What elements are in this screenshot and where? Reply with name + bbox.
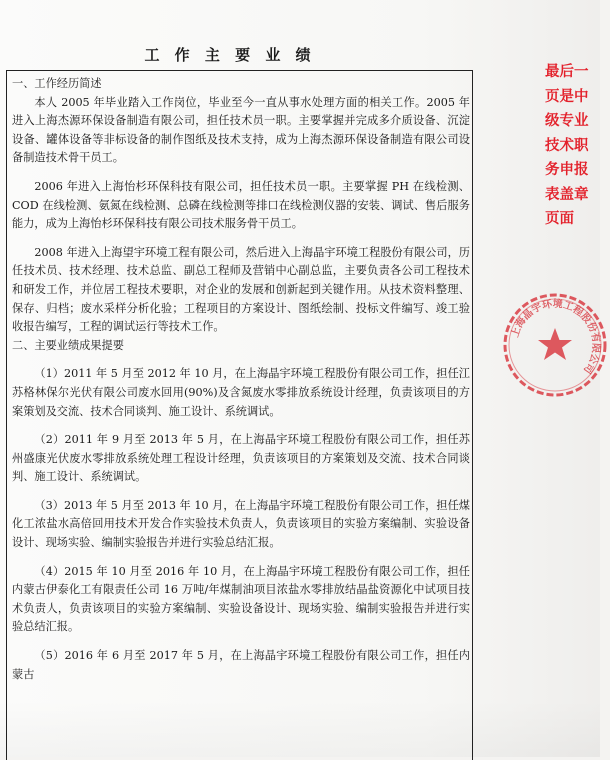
annotation-line: 最后一: [545, 64, 589, 80]
page-shadow: [0, 700, 600, 757]
company-seal-icon: [500, 290, 610, 400]
svg-text:上海晶宇环境工程股份有限公司: 上海晶宇环境工程股份有限公司: [509, 298, 602, 376]
page-title: 工 作 主 要 业 绩: [144, 46, 316, 64]
content-body: [12, 75, 470, 684]
annotation-line: 级专业: [545, 113, 589, 129]
achievement-item: （5）2016 年 6 月至 2017 年 5 月，在上海晶宇环境工程股份有限公司工作，担任内蒙古: [12, 649, 470, 681]
section-heading-achievements: 二、主要业绩成果提要: [12, 338, 124, 352]
achievement-item: （4）2015 年 10 月至 2016 年 10 月，在上海晶宇环境工程股份有限公司工作，担任内蒙古伊泰化工有限责任公司 16 万吨/年煤制油项目浓盐水零排放结晶盐资源化中试项目技术负责人，负责该项目的实验方案编制、实验设备设计、现场实验、编制实验报告并进行实验总结汇报。: [12, 564, 470, 634]
experience-paragraph: 2008 年进入上海望宇环境工程有限公司，然后进入上海晶宇环境工程股份有限公司，历任技术员、技术经理、技术总监、副总工程师及营销中心副总监，主要负责各公司工程技术和研发工作，并位居工程技术要职，对企业的发展和创新起到关键作用。从技术资料整理、保存、归档；废水采样分析化验；工程项目的方案设计、图纸绘制、投标文件编写、竣工验收报告编写，工程的调试运行等技术工作。: [12, 245, 470, 334]
annotation-line: 技术职: [545, 137, 589, 154]
achievement-item: （1）2011 年 5 月至 2012 年 10 月，在上海晶宇环境工程股份有限公司工作，担任江苏格林保尔光伏有限公司废水回用(90%)及含氮废水零排放系统设计经理，负责该项目的方案策划及交流、技术合同谈判、施工设计、系统调试。: [12, 367, 470, 418]
red-annotation-note: [545, 60, 601, 232]
experience-paragraph: 本人 2005 年毕业踏入工作岗位，毕业至今一直从事水处理方面的相关工作。2005 年进入上海杰源环保设备制造有限公司，担任技术员一职。主要掌握并完成多介质设备、沉淀设备、罐体设备等非标设备的制作图纸及技术支持，成为上海杰源环保设备制造有限公司设备制造技术骨干员工。: [12, 95, 470, 165]
achievement-item: （2）2011 年 9 月至 2013 年 5 月，在上海晶宇环境工程股份有限公司工作，担任苏州盛康光伏废水零排放系统处理工程设计经理，负责该项目的方案策划及交流、技术合同谈判、施工设计、系统调试。: [12, 433, 470, 484]
annotation-line: 表盖章: [545, 186, 589, 203]
achievement-item: （3）2013 年 5 月至 2013 年 10 月，在上海晶宇环境工程股份有限公司工作，担任煤化工浓盐水高倍回用技术开发合作实验技术负责人，负责该项目的实验方案编制、实验设备设计、现场实验、编制实验报告并进行实验总结汇报。: [12, 498, 470, 550]
section-heading-experience: 一、工作经历简述: [12, 77, 102, 90]
annotation-line: 页是中: [545, 88, 589, 105]
experience-paragraph: 2006 年进入上海怡杉环保科技有限公司，担任技术员一职。主要掌握 PH 在线检测、COD 在线检测、氨氮在线检测、总磷在线检测等排口在线检测仪器的安装、调试、售后服务能力，成为上海怡杉环保科技有限公司技术服务骨干员工。: [12, 179, 470, 231]
annotation-line: 务申报: [545, 162, 589, 178]
annotation-line: 页面: [545, 211, 574, 227]
